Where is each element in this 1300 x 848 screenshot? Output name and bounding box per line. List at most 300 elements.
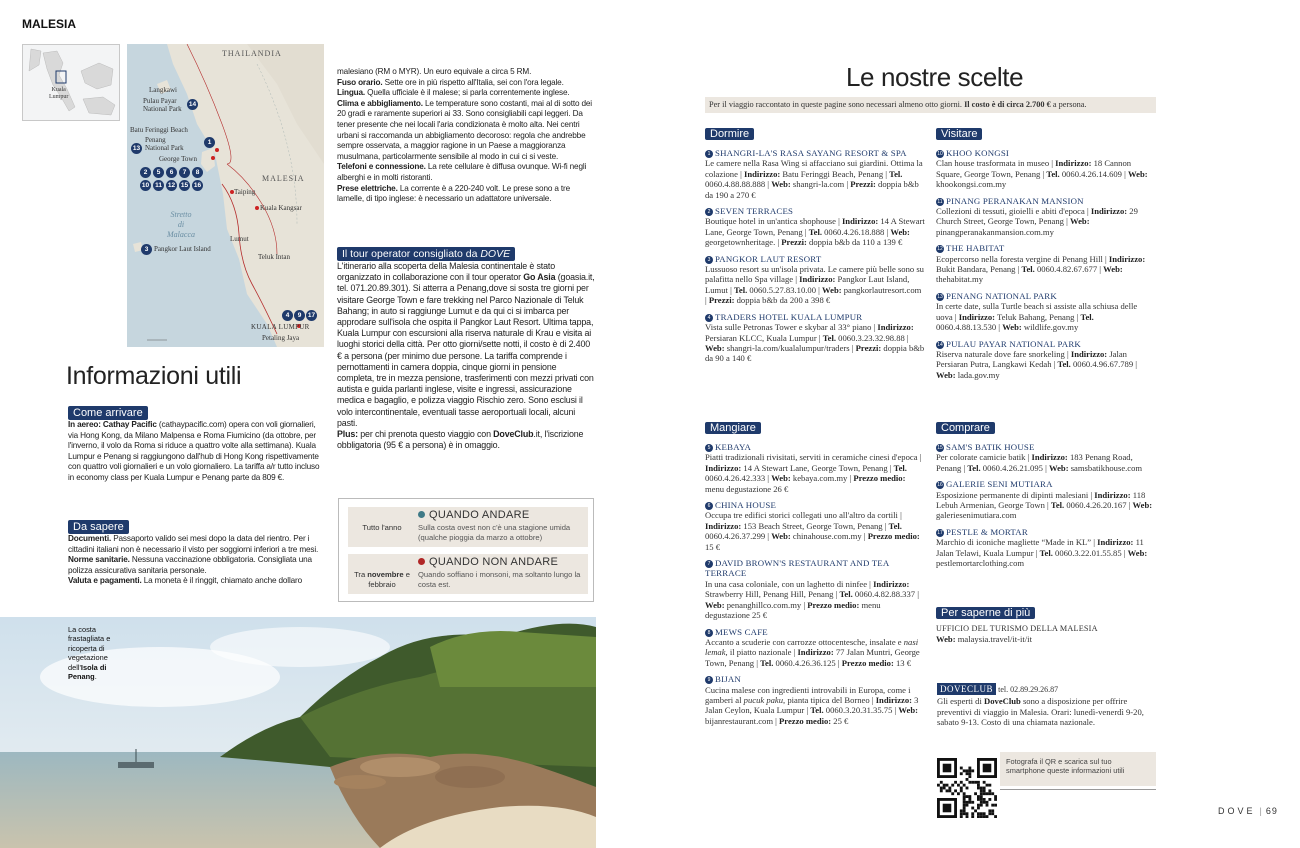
comprare-list — [936, 442, 1156, 568]
address-value: 77 Jalan Muntri, George Town, Penang — [705, 647, 920, 668]
listing-title: SAM'S BATIK HOUSE — [946, 442, 1035, 452]
map-pin-2: 2 — [140, 167, 151, 178]
listing-number-icon: 12 — [937, 246, 943, 253]
listing-desc: Marchio di iconiche magliette “Made in KL” — [936, 537, 1092, 548]
separator: | — [849, 342, 856, 353]
listing-desc: Esposizione permanente di dipinti malesiani — [936, 489, 1089, 500]
separator: | — [884, 226, 891, 237]
website-label: Web: — [890, 226, 910, 237]
average-price-value: menu degustazione 26 € — [705, 483, 789, 494]
phone-label: Tel. — [967, 462, 981, 473]
separator: | — [1133, 359, 1138, 370]
address-value: 3 Jalan Ceylon, Kuala Lumpur — [705, 694, 919, 716]
separator: | — [917, 452, 922, 463]
listing-body — [936, 349, 1156, 380]
website-label: Web: — [771, 531, 791, 542]
address-label: Indirizzo: — [958, 311, 996, 322]
map-pin-15: 15 — [180, 182, 189, 189]
website-value[interactable]: georgetownheritage. — [705, 237, 776, 248]
listing-number-icon: 4 — [705, 314, 713, 322]
listing-body — [936, 206, 1156, 237]
item-lead: Lingua. — [337, 88, 366, 98]
qr-code-icon[interactable] — [937, 758, 997, 818]
address-label: Indirizzo: — [705, 462, 742, 473]
website-value[interactable]: chinahouse.com.my — [790, 531, 862, 542]
address-value: 29 Church Street, George Town, Penang — [936, 206, 1138, 227]
saperne-entry — [936, 624, 1156, 645]
phone-label: Tel. — [888, 520, 902, 531]
website-label: Web: — [705, 599, 725, 610]
da-sapere-item — [68, 555, 326, 576]
listing-body — [936, 254, 1156, 285]
average-price-value: menu degustazione 25 € — [705, 599, 881, 621]
listing-name — [705, 674, 925, 684]
phone-label: Tel. — [1080, 311, 1094, 322]
caption-end: . — [94, 672, 97, 682]
listing-number-icon: 9 — [705, 676, 713, 684]
listing-desc: Piatti tradizionali rivisitati, serviti in ceramiche cinesi d'epoca — [705, 452, 918, 463]
map-pin-13: 13 — [132, 145, 141, 152]
separator: | — [1088, 489, 1095, 500]
listing-number-icon: 16 — [937, 482, 943, 489]
separator: | — [1033, 547, 1040, 558]
website-value[interactable]: wildlife.gov.my — [1021, 322, 1079, 333]
doveclub-text-a: Gli esperti di — [937, 696, 985, 707]
when-go-desc: Sulla costa ovest non c'è una stagione umida (qualche pioggia da marzo a ottobre) — [418, 523, 571, 542]
listing-desc: Cucina malese con ingredienti introvabili in Europa, come i gamberi al — [705, 684, 911, 705]
plus-lead: Plus: — [337, 429, 358, 440]
average-price-label: Prezzo medio: — [779, 715, 832, 726]
listing-entry — [936, 291, 1156, 333]
map-label-pangkor: Pangkor Laut Island — [154, 245, 211, 253]
separator: | — [765, 531, 772, 542]
phone-value: 0060.4.96.67.789 — [1070, 359, 1134, 370]
practical-item — [337, 67, 595, 78]
listing-desc: In certe date, sulla Turtle beach si assiste alla schiusa delle uova — [936, 301, 1138, 322]
phone-value: 0060.4.26.14.609 — [1059, 168, 1122, 179]
website-value[interactable]: shangri-la.com/kualalumpur/traders — [724, 342, 850, 353]
address-label: Indirizzo: — [1097, 537, 1134, 548]
phone-value: 0060.4.26.42.333 — [705, 473, 766, 484]
map-pin-12: 12 — [167, 182, 176, 189]
listing-entry — [936, 243, 1156, 285]
listing-name — [936, 148, 1156, 158]
map-pin-1: 1 — [204, 137, 215, 148]
listing-body — [705, 685, 925, 727]
visitare-list — [936, 148, 1156, 380]
come-arrivare-body: (cathaypacific.com) opera con voli giornalieri, via Hong Kong, da Milano Malpensa e Roma Fiumicino (da ottobre, per l'inverno, il volo da Roma si riduce a quattro volte alla settimana). Kuala Lumpur e Penang si raggiungono dall'hub di Hong Kong rispettivamente con quattro voli giornalieri e un volo giornaliero. La tariffa a/r tutto incluso in economy class per Kuala Lumpur e Penang parte da 809 €. — [68, 420, 320, 482]
separator: | — [804, 705, 811, 716]
map-label-malesia: MALESIA — [262, 174, 305, 183]
listing-desc: Riserva naturale dove fare snorkeling — [936, 348, 1065, 359]
phone-value: 0060.4.88.88.888 — [705, 179, 766, 190]
average-price-label: Prezzo medio: — [853, 473, 906, 484]
listing-body — [705, 158, 925, 200]
website-label: Web: — [1128, 168, 1148, 179]
item-lead: Telefoni e connessione. — [337, 162, 426, 172]
map-pin-10: 10 — [141, 182, 150, 189]
map-label-teluk-intan: Teluk Intan — [258, 253, 290, 261]
listing-desc: , pianta tipica del Borneo — [783, 694, 870, 705]
listing-body — [936, 537, 1156, 568]
tour-heading — [337, 244, 515, 262]
separator: | — [869, 694, 876, 705]
when-nogo-desc: Quando soffiano i monsoni, ma soltanto lungo la costa est. — [418, 570, 581, 589]
phone-label: Tel. — [889, 168, 903, 179]
listing-number-icon: 7 — [705, 560, 713, 568]
come-arrivare-label: Come arrivare — [68, 406, 148, 420]
listing-name — [936, 291, 1156, 301]
listing-number-icon: 14 — [937, 341, 943, 348]
separator: | — [1025, 452, 1032, 463]
phone-label: Tel. — [839, 589, 853, 600]
listing-entry — [705, 500, 925, 552]
separator: | — [833, 589, 840, 600]
map-label-taiping: Taiping — [234, 188, 256, 196]
tourism-web — [936, 634, 1156, 644]
address-value: Batu Feringgi Beach, Penang — [780, 168, 884, 179]
separator: | — [1102, 253, 1109, 264]
listing-body — [705, 510, 925, 552]
separator: | — [816, 332, 823, 343]
doveclub-text-b: sono a disposizione per offrire preventivi di viaggio in Malesia. Orari: lunedì-venerdì 9-20, sabato 9-13. Costo di una chiamata nazionale. — [937, 696, 1144, 728]
website-value[interactable]: pangkorlautresort.com — [841, 284, 922, 295]
listing-desc: , il piatto nazionale — [725, 647, 792, 658]
separator: | — [801, 599, 808, 610]
average-price-value: 15 € — [705, 541, 721, 552]
phone-label: Tel. — [808, 226, 822, 237]
listing-name — [936, 479, 1156, 489]
listing-title: TRADERS HOTEL KUALA LUMPUR — [715, 311, 863, 322]
listing-title: PULAU PAYAR NATIONAL PARK — [946, 338, 1081, 349]
separator: | — [1074, 311, 1081, 322]
doveclub-logo: DOVECLUB — [937, 683, 996, 695]
separator: | — [1044, 500, 1051, 511]
tourism-web-link[interactable]: malaysia.travel/it-it/it — [957, 634, 1032, 645]
listing-number-icon: 2 — [705, 208, 713, 216]
listing-entry — [936, 442, 1156, 473]
when-go-title-text: QUANDO ANDARE — [429, 509, 530, 521]
listing-name — [705, 442, 925, 452]
average-price-label: Prezzo medio: — [867, 531, 920, 542]
phone-value: 0060.4.26.20.167 — [1064, 500, 1127, 511]
tour-heading-prefix: Il tour operator consigliato da — [342, 248, 481, 260]
da-sapere-label: Da sapere — [68, 520, 129, 534]
phone-value: 0060.4.26.36.125 — [773, 657, 836, 668]
phone-label: Tel. — [1039, 547, 1053, 558]
address-value: Teluk Bahang, Penang — [995, 311, 1075, 322]
practical-item — [337, 78, 595, 89]
address-label: Indirizzo: — [1108, 253, 1146, 264]
label-c: e febbraio — [368, 570, 410, 589]
intro-a: Per il viaggio raccontato in queste pagine sono necessari almeno otto giorni. — [709, 100, 965, 109]
listing-body — [705, 579, 925, 621]
separator: | — [871, 322, 878, 333]
item-lead: Fuso orario. — [337, 77, 383, 87]
phone-label: Tel. — [760, 657, 774, 668]
phone-value: 0060.4.26.21.095 — [980, 462, 1043, 473]
penang-coast-photo — [0, 617, 596, 848]
average-price-value: 25 € — [831, 715, 849, 726]
listing-body — [705, 216, 925, 247]
map-pin-9: 9 — [294, 310, 305, 321]
listing-body — [936, 452, 1156, 473]
label-b: novembre — [367, 570, 404, 579]
average-price-label: Prezzo medio: — [807, 599, 860, 610]
phone-label: Tel. — [1046, 168, 1060, 179]
map-label-lumut: Lumut — [230, 235, 249, 243]
doveclub-tel: tel. 02.89.29.26.87 — [998, 685, 1059, 694]
listing-title: SHANGRI-LA'S RASA SAYANG RESORT & SPA — [715, 148, 907, 158]
web-label: Web: — [936, 634, 956, 645]
scelte-title: Le nostre scelte — [846, 62, 1024, 92]
listing-body — [705, 452, 925, 494]
separator: | — [861, 531, 868, 542]
separator: | — [1064, 348, 1071, 359]
phone-label: Tel. — [822, 332, 837, 343]
listing-entry — [705, 674, 925, 726]
listing-number-icon: 8 — [705, 629, 713, 637]
mangiare-heading: Mangiare — [705, 422, 761, 434]
separator: | — [897, 510, 902, 521]
item-lead: Clima e abbigliamento. — [337, 98, 423, 108]
separator: | — [791, 647, 798, 658]
visitare-heading: Visitare — [936, 128, 982, 140]
listing-desc: Clan house trasformata in museo — [936, 158, 1050, 169]
listing-number-icon: 6 — [705, 502, 713, 510]
map-label-kuala-lumpur: KUALA LUMPUR — [251, 323, 310, 331]
comprare-heading: Comprare — [936, 422, 995, 434]
listing-title: CHINA HOUSE — [715, 500, 777, 511]
listing-entry — [705, 442, 925, 494]
listing-entry — [705, 148, 925, 200]
website-label: Web: — [1132, 500, 1153, 511]
separator: | — [1063, 216, 1070, 227]
separator: | — [802, 226, 809, 237]
tour-brand: Go Asia — [523, 272, 556, 283]
website-label: Web: — [936, 369, 956, 380]
separator: | — [773, 715, 780, 726]
address-value: Bukit Bandara, Penang — [936, 264, 1016, 275]
listing-name — [705, 254, 925, 264]
listing-name — [705, 148, 925, 158]
address-label: Indirizzo: — [873, 578, 910, 589]
listing-entry — [705, 627, 925, 669]
separator: | — [847, 473, 854, 484]
listing-title: KHOO KONGSI — [946, 148, 1010, 158]
listing-entry — [936, 479, 1156, 521]
address-label: Indirizzo: — [875, 694, 912, 705]
prices-value: doppia b&b da 200 a 398 € — [734, 295, 831, 306]
listing-desc: Accanto a scuderie con carrozze ottocentesche, insalate e — [705, 636, 904, 647]
practical-item — [337, 99, 595, 163]
listing-name — [936, 339, 1156, 349]
map-pin-3: 3 — [141, 244, 152, 255]
separator: | — [1015, 264, 1022, 275]
item-text: malesiano (RM o MYR). Un euro equivale a circa 5 RM. — [337, 67, 532, 76]
item-text: Nessuna vaccinazione obbligatoria. Consigliata una polizza assicurativa sanitaria personale. — [68, 555, 312, 575]
prices-value: doppia b&b da 110 a 139 € — [806, 237, 903, 248]
separator: | — [727, 284, 734, 295]
listing-entry — [705, 254, 925, 306]
map-marker — [215, 148, 219, 152]
address-value: 14 A Stewart Lane, George Town, Penang — [741, 462, 888, 473]
qr-note: Fotografa il QR e scarica sul tuo smartphone queste informazioni utili — [1000, 752, 1156, 786]
website-label: Web: — [1048, 462, 1069, 473]
phone-label: Tel. — [1057, 359, 1071, 370]
listing-number-icon: 15 — [937, 445, 943, 451]
map-label-penang-np: Penang National Park — [145, 136, 184, 152]
map-pin-16: 16 — [193, 182, 202, 189]
saperne-section — [936, 603, 1156, 645]
map-pin-4: 4 — [282, 310, 293, 321]
practical-item — [337, 184, 595, 205]
website-value[interactable]: khookongsi.com.my — [936, 179, 1007, 190]
listing-entry — [936, 196, 1156, 238]
address-value: 18 Cannon Square, George Town, Penang — [936, 158, 1132, 179]
item-text: Quella ufficiale è il malese; si parla correntemente inglese. — [365, 88, 570, 98]
prices-label: Prezzi: — [855, 342, 882, 353]
item-text: La rete cellulare è diffusa ovunque. Wi-fi negli alberghi e in molti ristoranti. — [337, 162, 587, 182]
listing-entry — [705, 558, 925, 620]
address-label: Indirizzo: — [1090, 206, 1128, 217]
listing-body — [936, 301, 1156, 332]
listing-desc: Vista sulle Petronas Tower e skybar al 33° piano — [705, 322, 872, 333]
page-footer: DOVE | 69 — [1218, 806, 1278, 816]
intro-b: Il costo è di circa 2.700 € — [964, 100, 1051, 109]
listing-title: BIJAN — [715, 674, 741, 685]
listing-body — [936, 490, 1156, 521]
doveclub-brand: DoveClub — [984, 696, 1021, 707]
tourism-office: UFFICIO DEL TURISMO DELLA MALESIA — [936, 624, 1098, 633]
separator: | — [754, 657, 761, 668]
listing-title: DAVID BROWN'S RESTAURANT AND TEA TERRACE — [705, 558, 889, 579]
prices-value: doppia b&b da 90 a 140 € — [705, 342, 925, 364]
address-value: Pangkor Laut Island, Lumut — [705, 274, 910, 295]
intro-c: a persona. — [1050, 100, 1087, 109]
map-label-stretto: Stretto di Malacca — [167, 210, 195, 239]
listing-name — [936, 196, 1156, 206]
website-label: Web: — [822, 284, 842, 295]
website-value[interactable]: bijanrestaurant.com — [705, 715, 774, 726]
listing-number-icon: 11 — [937, 198, 943, 205]
separator: | — [737, 168, 744, 179]
listing-entry — [705, 312, 925, 364]
map-label-kuala-kangsar: Kuala Kangsar — [260, 204, 302, 212]
map-pin-7: 7 — [179, 167, 190, 178]
listing-desc: Per colorate camicie batik — [936, 452, 1026, 463]
phone-value: 0060.3.23.32.98.88 — [836, 332, 905, 343]
listing-name — [936, 243, 1156, 253]
website-label: Web: — [771, 473, 791, 484]
listing-body — [936, 158, 1156, 189]
website-value[interactable]: thehabitat.my — [936, 274, 984, 285]
website-value[interactable]: samsbatikhouse.com — [1068, 462, 1143, 473]
mangiare-column — [705, 418, 925, 726]
website-value[interactable]: pestlemortarclothing.com — [936, 558, 1025, 569]
separator: | — [1040, 168, 1047, 179]
phone-value: 0060.5.27.83.10.00 — [747, 284, 816, 295]
map-pin-5: 5 — [153, 167, 164, 178]
map-pin-17: 17 — [307, 312, 316, 319]
visitare-column — [936, 124, 1156, 380]
listing-desc: Boutique hotel in un'antica shophouse — [705, 216, 836, 227]
page-number: 69 — [1265, 806, 1278, 816]
info-title: Informazioni utili — [66, 362, 242, 390]
website-value[interactable]: penanghillco.com.my — [724, 599, 802, 610]
listing-number-icon: 10 — [937, 151, 943, 157]
item-lead: Norme sanitarie. — [68, 555, 130, 565]
address-label: Indirizzo: — [1070, 348, 1108, 359]
website-value[interactable]: lada.gov.my — [955, 369, 1000, 380]
listing-name — [705, 206, 925, 216]
address-label: Indirizzo: — [797, 647, 834, 658]
separator: | — [793, 274, 800, 285]
da-sapere-item — [68, 534, 326, 555]
website-value[interactable]: kebaya.com.my — [790, 473, 848, 484]
separator: | — [1126, 500, 1133, 511]
separator: | — [765, 473, 772, 484]
separator: | — [835, 216, 842, 227]
caption-text: La costa frastagliata e ricoperta di vegetazione dell' — [68, 625, 111, 672]
listing-title: KEBAYA — [715, 442, 752, 452]
website-value[interactable]: shangri-la.com — [790, 179, 845, 190]
prices-label: Prezzi: — [781, 237, 807, 248]
separator: | — [892, 705, 899, 716]
separator: | — [765, 179, 772, 190]
address-value: Jalan Persiaran Putra, Langkawi Kedah — [936, 348, 1127, 370]
separator: | — [904, 332, 909, 343]
item-lead: Valuta e pagamenti. — [68, 576, 142, 586]
item-text: La moneta è il ringgit, chiamato anche dollaro — [141, 576, 303, 586]
when-go-label: Tutto l'anno — [362, 523, 402, 532]
listing-name — [705, 312, 925, 322]
inset-map-shapes — [23, 45, 120, 121]
map-label-thailandia: THAILANDIA — [222, 49, 282, 58]
address-label: Indirizzo: — [799, 274, 836, 285]
separator: | — [1051, 359, 1058, 370]
website-label: Web: — [705, 342, 725, 353]
da-sapere-heading — [68, 517, 129, 535]
section-label: MALESIA — [22, 17, 76, 31]
website-value[interactable]: galeriesenimutiara.com — [936, 510, 1017, 521]
prices-label: Prezzi: — [850, 179, 876, 190]
separator: | — [835, 657, 842, 668]
separator: | — [867, 578, 874, 589]
phone-value: 0060.3.20.31.35.75 — [823, 705, 893, 716]
listing-desc: In una casa coloniale, con un laghetto di ninfee — [705, 578, 868, 589]
plus-text-b: .it, l'iscrizione obbligatoria (95 € a persona) è in omaggio. — [337, 429, 584, 451]
website-value[interactable]: pinangperanakanmansion.com.my — [936, 226, 1054, 237]
listing-title: MEWS CAFE — [715, 626, 768, 637]
tour-text-a: L'itinerario alla scoperta della Malesia continentale è stato organizzato in collaborazione con il tour operator — [337, 261, 556, 283]
phone-value: 0060.3.22.01.55.85 — [1052, 547, 1122, 558]
saperne-heading: Per saperne di più — [936, 607, 1035, 619]
listing-body — [705, 264, 925, 306]
address-label: Indirizzo: — [705, 520, 742, 531]
listing-title: GALERIE SENI MUTIARA — [946, 479, 1053, 490]
map-label-petaling-jaya: Petaling Jaya — [262, 334, 300, 342]
listing-number-icon: 13 — [937, 293, 943, 300]
website-label: Web: — [1002, 322, 1022, 333]
da-sapere-text — [68, 534, 326, 587]
inset-kuala-lumpur-label: Kuala Lumpur — [49, 87, 69, 100]
listing-entry — [705, 206, 925, 248]
phone-label: Tel. — [1050, 500, 1065, 511]
map-marker — [230, 190, 234, 194]
practical-item — [337, 162, 595, 183]
address-label: Indirizzo: — [743, 168, 781, 179]
